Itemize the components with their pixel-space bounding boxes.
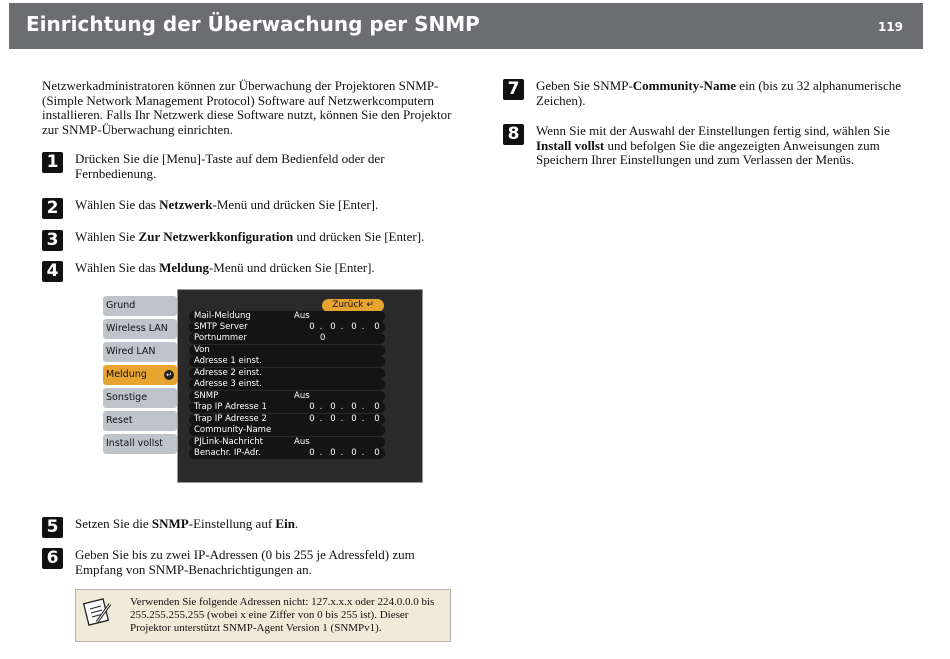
step-text: Wählen Sie Zur Netzwerkkonfiguration und drücken Sie [Enter]. (75, 229, 425, 244)
step-text: Wenn Sie mit der Auswahl der Einstellungen fertig sind, wählen Sie Install vollst und befolgen Sie die angezeigten Anweisungen zum Speichern Ihrer Einstellungen und zum Verlassen der Menüs. (536, 123, 890, 167)
step-number: 7 (503, 79, 524, 100)
step-text: Wählen Sie das Meldung-Menü und drücken Sie [Enter]. (75, 260, 375, 275)
menu-row-trap-ip-2[interactable]: Trap IP Adresse 2 0 . 0 . 0 . 0 (189, 414, 385, 425)
page-title: Einrichtung der Überwachung per SNMP (26, 12, 480, 36)
menu-row-adresse-3[interactable]: Adresse 3 einst. (189, 379, 385, 390)
step-number: 3 (42, 230, 63, 251)
step-text: Wählen Sie das Netzwerk-Menü und drücken Sie [Enter]. (75, 197, 379, 212)
enter-icon: ↵ (164, 370, 174, 380)
step-number: 5 (42, 517, 63, 538)
menu-row-mail-meldung[interactable]: Mail-Meldung Aus (189, 311, 385, 322)
step-text: Geben Sie SNMP-Community-Name ein (bis zu 32 alphanumerische Zeichen). (536, 78, 902, 108)
step-number: 2 (42, 198, 63, 219)
menu-tab-meldung[interactable]: Meldung ↵ (103, 365, 177, 385)
back-button[interactable]: Zurück ↵ (322, 299, 384, 312)
step-number: 6 (42, 548, 63, 569)
menu-row-trap-ip-1[interactable]: Trap IP Adresse 1 0 . 0 . 0 . 0 (189, 402, 385, 413)
menu-row-community-name[interactable]: Community-Name (189, 425, 385, 436)
enter-icon: ↵ (366, 300, 374, 310)
menu-row-portnummer[interactable]: Portnummer 0 (189, 333, 385, 344)
menu-tab-install-vollst[interactable]: Install vollst (103, 434, 177, 454)
menu-tab-grund[interactable]: Grund (103, 296, 177, 316)
projector-menu-screenshot (103, 289, 423, 483)
menu-tab-wireless-lan[interactable]: Wireless LAN (103, 319, 177, 339)
step-number: 8 (503, 124, 524, 145)
intro-paragraph: Netzwerkadministratoren können zur Überwachung der Projektoren SNMP-(Simple Network Management Protocol) Software auf Netzwerkcomputern installieren. Falls Ihr Netzwerk diese Software nutzt, können Sie den Projektor zur SNMP-Überwachung einrichten. (42, 78, 452, 137)
menu-row-pjlink-nachricht[interactable]: PJLink-Nachricht Aus (189, 437, 385, 448)
note-text: Verwenden Sie folgende Adressen nicht: 127.x.x.x oder 224.0.0.0 bis 255.255.255.255 (wobei x eine Ziffer von 0 bis 255 ist). Dieser Projektor unterstützt SNMP-Agent Version 1 (SNMPv1). (130, 596, 435, 634)
step-text: Drücken Sie die [Menu]-Taste auf dem Bedienfeld oder der Fernbedienung. (75, 151, 385, 181)
menu-tab-wired-lan[interactable]: Wired LAN (103, 342, 177, 362)
menu-row-von[interactable]: Von (189, 345, 385, 356)
note-pencil-icon (83, 595, 113, 627)
menu-tab-reset[interactable]: Reset (103, 411, 177, 431)
menu-row-benachr-ip[interactable]: Benachr. IP-Adr. 0 . 0 . 0 . 0 (189, 448, 385, 459)
menu-row-adresse-2[interactable]: Adresse 2 einst. (189, 368, 385, 379)
menu-tab-sonstige[interactable]: Sonstige (103, 388, 177, 408)
note-box (75, 589, 451, 642)
step-text: Setzen Sie die SNMP-Einstellung auf Ein. (75, 516, 299, 531)
step-text: Geben Sie bis zu zwei IP-Adressen (0 bis 255 je Adressfeld) zum Empfang von SNMP-Benachrichtigungen an. (75, 547, 415, 577)
menu-row-snmp[interactable]: SNMP Aus (189, 391, 385, 402)
step-number: 1 (42, 152, 63, 173)
menu-row-smtp-server[interactable]: SMTP Server 0 . 0 . 0 . 0 (189, 322, 385, 333)
menu-row-adresse-1[interactable]: Adresse 1 einst. (189, 356, 385, 367)
step-number: 4 (42, 261, 63, 282)
page-number: 119 (877, 20, 903, 34)
page-header (9, 3, 923, 49)
